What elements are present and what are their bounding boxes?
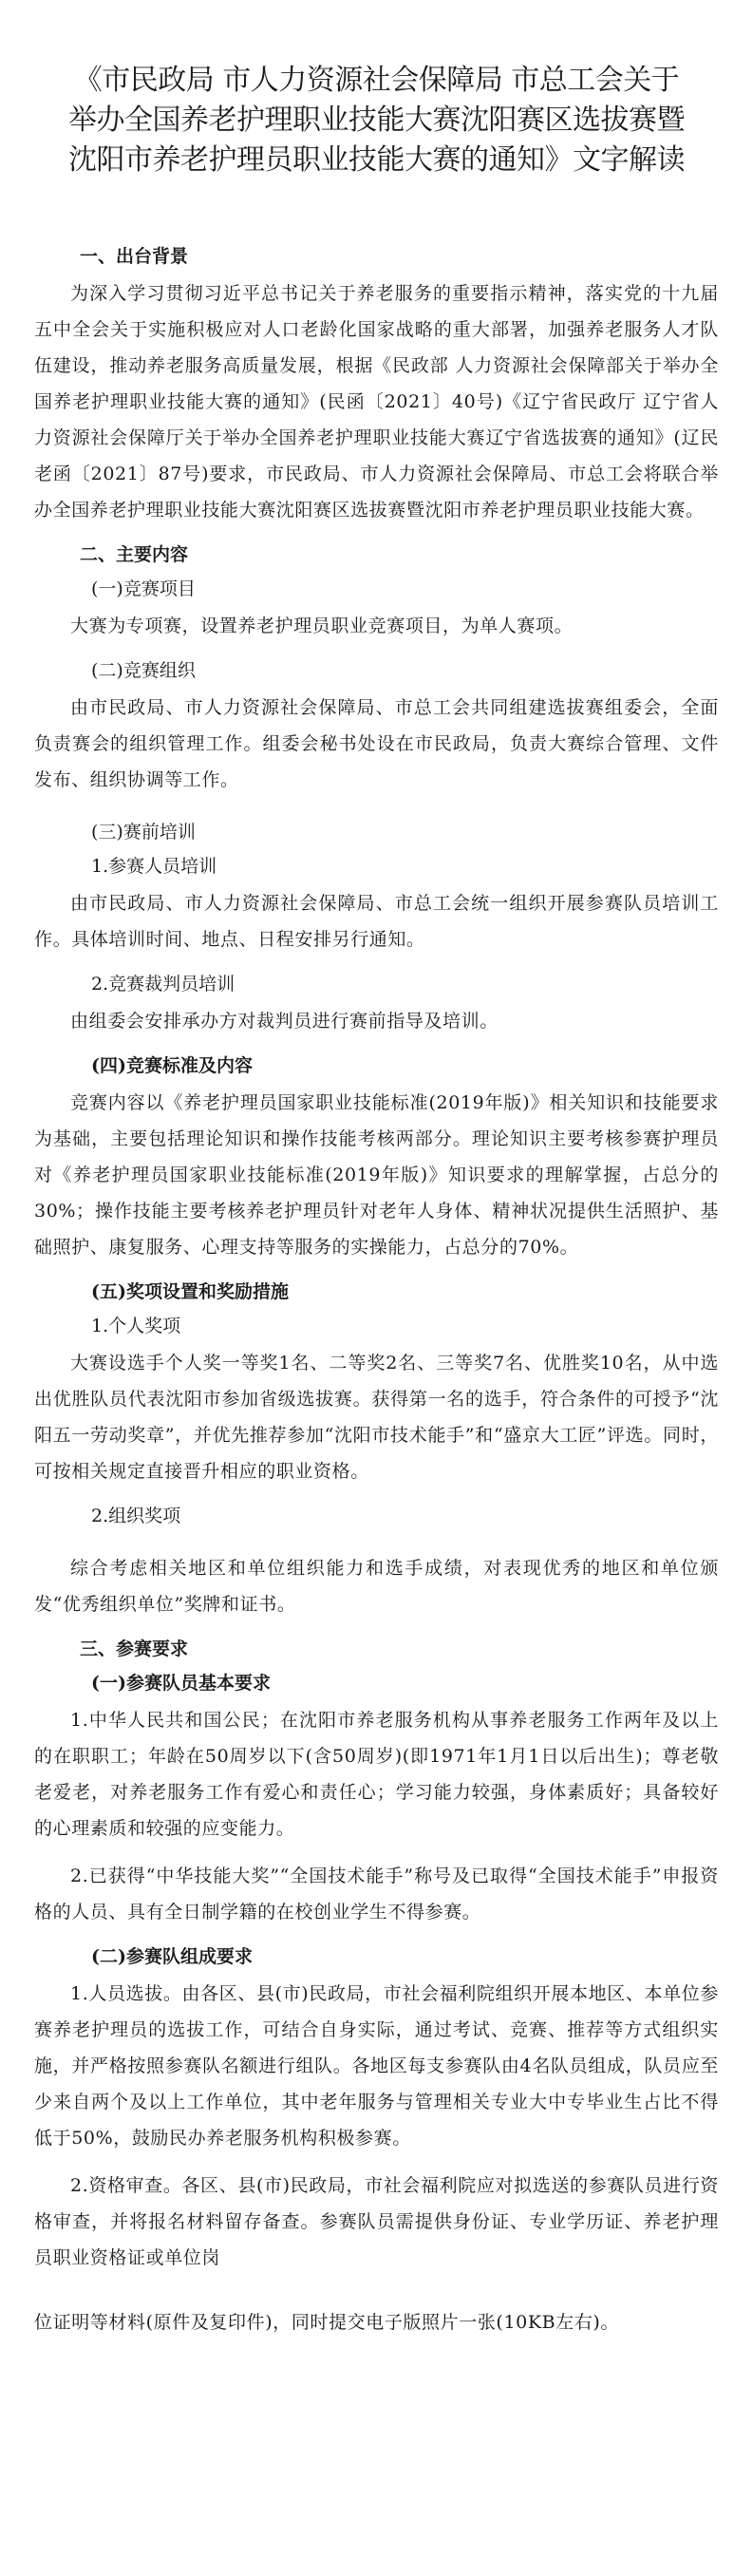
- title-line-3: 沈阳市养老护理员职业技能大赛的通知》文字解读: [68, 143, 685, 177]
- subsection-2-3-item-2-heading: 2.竞赛裁判员培训: [91, 974, 235, 994]
- subsection-2-3-item-1-paragraph: 由市民政局、市人力资源社会保障局、市总工会统一组织开展参赛队员培训工作。具体培训时间、地点、日程安排另行通知。: [34, 893, 719, 950]
- subsection-2-3-item-1-heading: 1.参赛人员培训: [91, 856, 217, 877]
- subsection-2-4-heading: (四)竞赛标准及内容: [91, 1055, 253, 1076]
- section-1-paragraph: 为深入学习贯彻习近平总书记关于养老服务的重要指示精神，落实党的十九届五中全会关于实施积极应对人口老龄化国家战略的重大部署，加强养老服务人才队伍建设，推动养老服务高质量发展，根据《民政部 人力资源社会保障部关于举办全国养老护理职业技能大赛的通知》(民函〔2021〕40号)《辽宁省民政厅 辽宁省人力资源社会保障厅关于举办全国养老护理职业技能大赛辽宁省选拔赛的通知》(辽民老函〔2021〕87号)要求，市民政局、市人力资源社会保障局、市总工会将联合举办全国养老护理职业技能大赛沈阳赛区选拔赛暨沈阳市养老护理员职业技能大赛。: [34, 283, 719, 521]
- title-line-2: 举办全国养老护理职业技能大赛沈阳赛区选拔赛暨: [68, 104, 685, 137]
- section-2-heading: 二、主要内容: [80, 544, 189, 565]
- subsection-2-5-item-2-paragraph: 综合考虑相关地区和单位组织能力和选手成绩，对表现优秀的地区和单位颁发“优秀组织单位”奖牌和证书。: [34, 1558, 719, 1615]
- subsection-2-1-paragraph: 大赛为专项赛，设置养老护理员职业竞赛项目，为单人赛项。: [70, 616, 574, 636]
- subsection-2-3-item-2-paragraph: 由组委会安排承办方对裁判员进行赛前指导及培训。: [70, 1011, 499, 1032]
- subsection-3-2-heading: (二)参赛队组成要求: [91, 1946, 253, 1967]
- subsection-2-4-paragraph: 竞赛内容以《养老护理员国家职业技能标准(2019年版)》相关知识和技能要求为基础，主要包括理论知识和操作技能考核两部分。理论知识主要考核参赛护理员对《养老护理员国家职业技能标准(2019年版)》知识要求的理解掌握，占总分的30%；操作技能主要考核养老护理员针对老年人身体、精神状况提供生活照护、基础照护、康复服务、心理支持等服务的实操能力，占总分的70%。: [34, 1092, 719, 1258]
- subsection-2-5-item-1-paragraph: 大赛设选手个人奖一等奖1名、二等奖2名、三等奖7名、优胜奖10名，从中选出优胜队员代表沈阳市参加省级选拔赛。获得第一名的选手，符合条件的可授予“沈阳五一劳动奖章”，并优先推荐参加“沈阳市技术能手”和“盛京大工匠”评选。同时，可按相关规定直接晋升相应的职业资格。: [34, 1353, 719, 1482]
- subsection-3-2-paragraph-2: 2.资格审查。各区、县(市)民政局，市社会福利院应对拟选送的参赛队员进行资格审查，并将报名材料留存备查。参赛队员需提供身份证、专业学历证、养老护理员职业资格证或单位岗: [34, 2175, 719, 2268]
- section-3-heading: 三、参赛要求: [80, 1638, 189, 1659]
- subsection-2-1-heading: (一)竞赛项目: [91, 578, 196, 599]
- subsection-3-2-paragraph-2-continued: 位证明等材料(原件及复印件)，同时提交电子版照片一张(10KB左右)。: [34, 2312, 619, 2333]
- subsection-3-1-heading: (一)参赛队员基本要求: [91, 1673, 271, 1694]
- subsection-2-2-heading: (二)竞赛组织: [91, 660, 196, 681]
- subsection-3-1-paragraph-2: 2.已获得“中华技能大奖”“全国技术能手”称号及已取得“全国技术能手”申报资格的人员、具有全日制学籍的在校创业学生不得参赛。: [34, 1866, 719, 1923]
- subsection-2-3-heading: (三)赛前培训: [91, 822, 196, 843]
- section-1-heading: 一、出台背景: [80, 246, 189, 267]
- subsection-2-5-item-1-heading: 1.个人奖项: [91, 1316, 181, 1336]
- subsection-2-5-heading: (五)奖项设置和奖励措施: [91, 1281, 289, 1302]
- subsection-2-2-paragraph: 由市民政局、市人力资源社会保障局、市总工会共同组建选拔赛组委会，全面负责赛会的组织管理工作。组委会秘书处设在市民政局，负责大赛综合管理、文件发布、组织协调等工作。: [34, 697, 719, 790]
- subsection-3-2-paragraph-1: 1.人员选拔。由各区、县(市)民政局，市社会福利院组织开展本地区、本单位参赛养老护理员的选拔工作，可结合自身实际，通过考试、竞赛、推荐等方式组织实施，并严格按照参赛队名额进行组队。各地区每支参赛队由4名队员组成，队员应至少来自两个及以上工作单位，其中老年服务与管理相关专业大中专毕业生占比不得低于50%，鼓励民办养老服务机构积极参赛。: [34, 1983, 719, 2149]
- subsection-2-5-item-2-heading: 2.组织奖项: [91, 1506, 181, 1526]
- subsection-3-1-paragraph-1: 1.中华人民共和国公民；在沈阳市养老服务机构从事养老服务工作两年及以上的在职职工；年龄在50周岁以下(含50周岁)(即1971年1月1日以后出生)；尊老敬老爱老，对养老服务工作有爱心和责任心；学习能力较强，身体素质好；具备较好的心理素质和较强的应变能力。: [34, 1710, 719, 1839]
- document-title: [35, 61, 719, 180]
- title-line-1: 《市民政局 市人力资源社会保障局 市总工会关于: [73, 64, 680, 97]
